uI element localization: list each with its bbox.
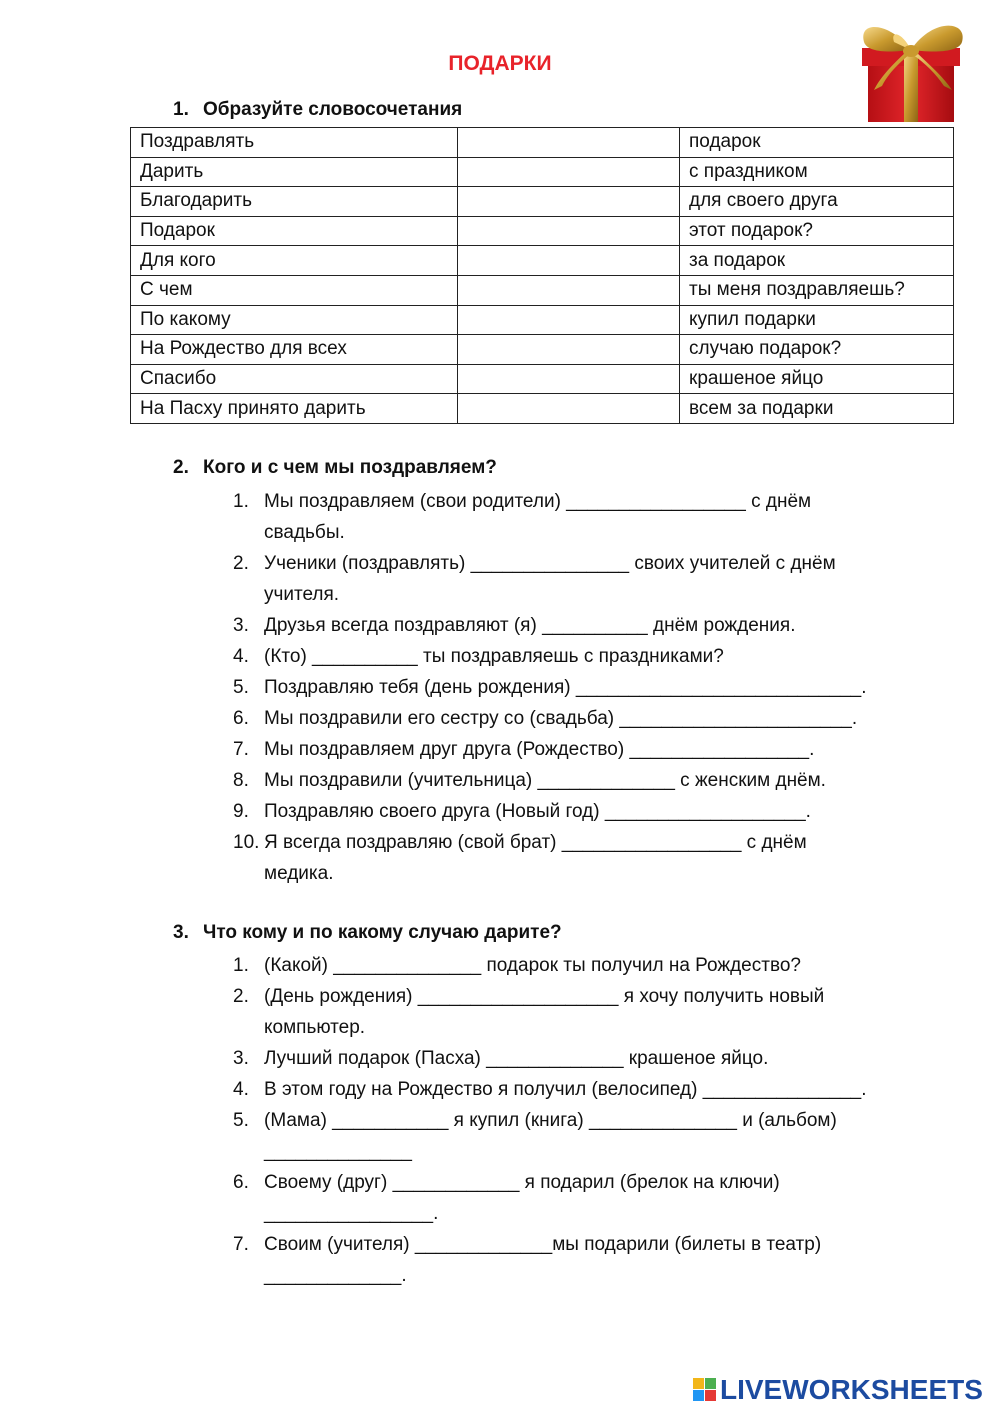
table-row: [131, 394, 954, 424]
list-item: [233, 641, 953, 672]
item-text[interactable]: Мы поздравили его сестру со (свадьба) ______________________.: [264, 708, 858, 729]
table-cell-left: Подарок: [131, 216, 458, 246]
table-cell-right: случаю подарок?: [680, 335, 954, 365]
table-cell-left: Благодарить: [131, 187, 458, 217]
item-number: 2.: [233, 553, 249, 574]
table-cell-answer[interactable]: [458, 305, 680, 335]
item-text[interactable]: Ученики (поздравлять) _______________ своих учителей с днём: [264, 553, 836, 574]
table-cell-left: С чем: [131, 275, 458, 305]
list-item: [233, 1043, 953, 1074]
list-item: [233, 486, 953, 548]
table-cell-answer[interactable]: [458, 187, 680, 217]
item-text[interactable]: Поздравляю своего друга (Новый год) ___________________.: [264, 801, 811, 822]
list-item: [233, 1105, 953, 1167]
item-text[interactable]: (Мама) ___________ я купил (книга) ______________ и (альбом): [264, 1110, 837, 1131]
section-3-heading: [173, 922, 562, 944]
list-item: [233, 548, 953, 610]
table-cell-answer[interactable]: [458, 128, 680, 158]
item-text-continued[interactable]: ________________.: [264, 1203, 439, 1224]
section-2-list: [233, 486, 953, 889]
item-text-continued[interactable]: учителя.: [264, 584, 340, 605]
section-1-number: 1.: [173, 99, 189, 120]
list-item: [233, 765, 953, 796]
item-number: 9.: [233, 801, 249, 822]
table-cell-right: купил подарки: [680, 305, 954, 335]
table-cell-left: Дарить: [131, 157, 458, 187]
item-number: 4.: [233, 646, 249, 667]
table-cell-left: На Пасху принято дарить: [131, 394, 458, 424]
table-cell-answer[interactable]: [458, 364, 680, 394]
item-number: 8.: [233, 770, 249, 791]
section-1-title: Образуйте словосочетания: [203, 99, 463, 120]
item-text[interactable]: Мы поздравили (учительница) _____________ с женским днём.: [264, 770, 826, 791]
table-cell-answer[interactable]: [458, 335, 680, 365]
item-text-continued[interactable]: _____________.: [264, 1265, 407, 1286]
item-text[interactable]: (Какой) ______________ подарок ты получил на Рождество?: [264, 955, 801, 976]
item-text[interactable]: Мы поздравляем (свои родители) _________________ с днём: [264, 491, 812, 512]
list-item: [233, 796, 953, 827]
table-cell-right: крашеное яйцо: [680, 364, 954, 394]
table-cell-answer[interactable]: [458, 157, 680, 187]
item-number: 7.: [233, 1234, 249, 1255]
list-item: [233, 672, 953, 703]
table-row: [131, 246, 954, 276]
item-number: 3.: [233, 615, 249, 636]
item-text[interactable]: Мы поздравляем друг друга (Рождество) _________________.: [264, 739, 815, 760]
item-text[interactable]: Лучший подарок (Пасха) _____________ крашеное яйцо.: [264, 1048, 769, 1069]
table-row: [131, 305, 954, 335]
table-cell-answer[interactable]: [458, 394, 680, 424]
list-item: [233, 610, 953, 641]
item-text[interactable]: (День рождения) ___________________ я хочу получить новый: [264, 986, 825, 1007]
list-item: [233, 1167, 953, 1229]
item-text-continued[interactable]: ______________: [264, 1141, 412, 1162]
item-text-continued[interactable]: медика.: [264, 863, 334, 884]
table-cell-left: На Рождество для всех: [131, 335, 458, 365]
table-row: [131, 364, 954, 394]
item-number: 1.: [233, 491, 249, 512]
list-item: [233, 981, 953, 1043]
table-row: [131, 187, 954, 217]
table-cell-left: Поздравлять: [131, 128, 458, 158]
item-text-continued[interactable]: свадьбы.: [264, 522, 345, 543]
section-2-heading: [173, 457, 497, 479]
section-3-title: Что кому и по какому случаю дарите?: [203, 922, 562, 943]
table-cell-right: этот подарок?: [680, 216, 954, 246]
table-cell-answer[interactable]: [458, 216, 680, 246]
item-text[interactable]: Друзья всегда поздравляют (я) __________ днём рождения.: [264, 615, 796, 636]
table-row: [131, 275, 954, 305]
table-cell-right: подарок: [680, 128, 954, 158]
page-title: ПОДАРКИ: [448, 52, 552, 75]
item-number: 4.: [233, 1079, 249, 1100]
table-row: [131, 216, 954, 246]
item-number: 10.: [233, 832, 260, 853]
item-text[interactable]: Я всегда поздравляю (свой брат) _________________ с днём: [264, 832, 807, 853]
matching-table: [130, 127, 954, 424]
item-number: 2.: [233, 986, 249, 1007]
liveworksheets-logo-icon: [693, 1378, 717, 1402]
table-cell-left: Спасибо: [131, 364, 458, 394]
item-number: 6.: [233, 708, 249, 729]
list-item: [233, 1229, 953, 1291]
item-number: 6.: [233, 1172, 249, 1193]
item-text[interactable]: Поздравляю тебя (день рождения) ___________________________.: [264, 677, 867, 698]
item-text[interactable]: Своим (учителя) _____________мы подарили (билеты в театр): [264, 1234, 822, 1255]
section-2-title: Кого и с чем мы поздравляем?: [203, 457, 497, 478]
table-cell-right: для своего друга: [680, 187, 954, 217]
table-cell-left: По какому: [131, 305, 458, 335]
table-cell-right: с праздником: [680, 157, 954, 187]
gift-box-icon: [850, 12, 972, 124]
list-item: [233, 950, 953, 981]
item-text[interactable]: Своему (друг) ____________ я подарил (брелок на ключи): [264, 1172, 780, 1193]
item-number: 7.: [233, 739, 249, 760]
item-number: 1.: [233, 955, 249, 976]
list-item: [233, 703, 953, 734]
list-item: [233, 827, 953, 889]
table-cell-answer[interactable]: [458, 246, 680, 276]
list-item: [233, 734, 953, 765]
section-2-number: 2.: [173, 457, 189, 478]
table-cell-left: Для кого: [131, 246, 458, 276]
item-text[interactable]: (Кто) __________ ты поздравляешь с праздниками?: [264, 646, 724, 667]
item-text-continued[interactable]: компьютер.: [264, 1017, 366, 1038]
item-number: 5.: [233, 1110, 249, 1131]
table-cell-right: всем за подарки: [680, 394, 954, 424]
section-3-list: [233, 950, 953, 1291]
item-number: 3.: [233, 1048, 249, 1069]
item-text[interactable]: В этом году на Рождество я получил (велосипед) _______________.: [264, 1079, 867, 1100]
liveworksheets-brand: [693, 1375, 983, 1405]
table-cell-right: за подарок: [680, 246, 954, 276]
table-row: [131, 157, 954, 187]
section-1-heading: [173, 99, 462, 121]
brand-text: LIVEWORKSHEETS: [720, 1374, 983, 1405]
table-cell-right: ты меня поздравляешь?: [680, 275, 954, 305]
list-item: [233, 1074, 953, 1105]
table-row: [131, 128, 954, 158]
table-row: [131, 335, 954, 365]
section-3-number: 3.: [173, 922, 189, 943]
table-cell-answer[interactable]: [458, 275, 680, 305]
item-number: 5.: [233, 677, 249, 698]
